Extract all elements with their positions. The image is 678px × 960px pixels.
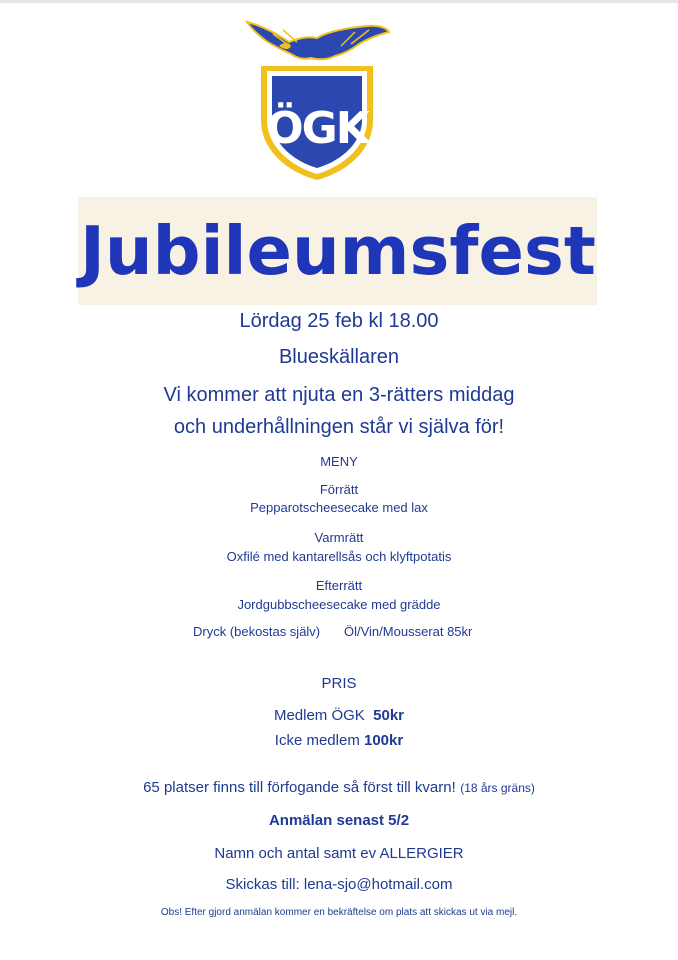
eagle-shield-icon — [243, 16, 391, 184]
nonmember-price: 100kr — [363, 732, 404, 749]
intro-line-2: och underhållningen står vi själva för! — [173, 416, 505, 438]
eagle-icon — [247, 22, 389, 59]
drink-label: Dryck (bekostas själv) — [193, 624, 321, 639]
seats-info — [0, 779, 678, 797]
page-title: Jubileumsfest — [80, 212, 596, 290]
confirmation-note: Obs! Efter gjord anmälan kommer en bekräftelse om plats att skickas ut via mejl. — [160, 907, 518, 918]
main-label: Varmrätt — [314, 530, 364, 545]
club-logo — [243, 16, 391, 184]
top-border — [0, 0, 678, 3]
nonmember-label: Icke medlem — [274, 732, 360, 749]
menu-heading: MENY — [320, 454, 358, 469]
send-to-email: Skickas till: lena-sjo@hotmail.com — [225, 876, 453, 893]
price-nonmember — [0, 732, 678, 749]
price-member — [0, 707, 678, 724]
event-venue: Blueskällaren — [278, 346, 400, 368]
member-label: Medlem ÖGK — [273, 707, 365, 724]
registration-details: Namn och antal samt ev ALLERGIER — [214, 845, 464, 862]
member-price: 50kr — [373, 707, 405, 724]
age-limit: (18 års gräns) — [460, 781, 535, 795]
seats-text: 65 platser finns till förfogande så först till kvarn! — [143, 779, 456, 796]
drink-price: Öl/Vin/Mousserat 85kr — [344, 624, 473, 639]
dessert-dish: Jordgubbscheesecake med grädde — [237, 597, 441, 612]
price-heading: PRIS — [321, 675, 357, 692]
starter-dish: Pepparotscheesecake med lax — [250, 500, 428, 515]
dessert-label: Efterrätt — [315, 578, 363, 593]
starter-label: Förrätt — [319, 482, 359, 497]
registration-deadline: Anmälan senast 5/2 — [268, 812, 410, 829]
event-date: Lördag 25 feb kl 18.00 — [239, 310, 439, 332]
main-dish: Oxfilé med kantarellsås och klyftpotatis — [226, 549, 452, 564]
logo-text: ÖGK — [266, 103, 368, 154]
intro-line-1: Vi kommer att njuta en 3-rätters middag — [163, 384, 515, 406]
